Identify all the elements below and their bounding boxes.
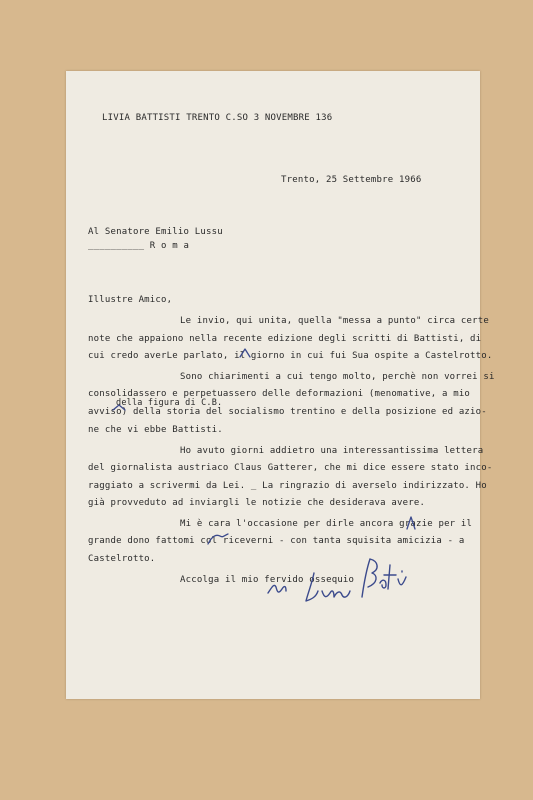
body-line: Ho avuto giorni addietro una interessantissima lettera: [180, 446, 484, 456]
handwritten-correction-mark: [404, 515, 418, 531]
recipient-city: __________ R o m a: [88, 241, 190, 251]
body-line: consolidassero e perpetuassero delle deformazioni (menomative, a mio: [88, 389, 471, 399]
body-line: già provveduto ad inviargli le notizie che desiderava avere.: [88, 498, 426, 508]
salutation: Illustre Amico,: [88, 295, 173, 305]
recipient-name: Al Senatore Emilio Lussu: [88, 227, 223, 237]
handwritten-correction-mark: [238, 347, 252, 359]
body-line: avviso) della storia del socialismo trentino e della posizione ed azio-: [88, 407, 487, 417]
body-line: del giornalista austriaco Claus Gatterer, che mi dice essere stato inco-: [88, 463, 493, 473]
interlinear-insertion: della figura di C.B.: [116, 398, 223, 408]
body-line: note che appaiono nella recente edizione degli scritti di Battisti, di: [88, 334, 482, 344]
body-line: cui credo averLe parlato, il giorno in cui fui Sua ospite a Castelrotto.: [88, 351, 493, 361]
date-line: Trento, 25 Settembre 1966: [281, 175, 422, 185]
handwritten-correction-mark: [111, 404, 127, 412]
letter-sheet: [66, 71, 495, 699]
body-line: Sono chiarimenti a cui tengo molto, perchè non vorrei si: [180, 372, 495, 382]
body-line: Castelrotto.: [88, 554, 156, 564]
body-line: ne che vi ebbe Battisti.: [88, 425, 223, 435]
handwritten-signature: [262, 553, 412, 609]
body-line: grande dono fattomi col riceverni - con tanta squisita amicizia - a: [88, 536, 465, 546]
body-line: Le invio, qui unita, quella "messa a punto" circa certe: [180, 316, 490, 326]
body-line: raggiato a scrivermi da Lei. _ La ringrazio di averselo indirizzato. Ho: [88, 481, 487, 491]
handwritten-correction-mark: [206, 532, 230, 546]
closing-line: Accolga il mio fervido ossequio: [180, 575, 355, 585]
letterhead: LIVIA BATTISTI TRENTO C.SO 3 NOVEMBRE 136: [102, 113, 333, 123]
body-line: Mi è cara l'occasione per dirle ancora grazie per il: [180, 519, 473, 529]
